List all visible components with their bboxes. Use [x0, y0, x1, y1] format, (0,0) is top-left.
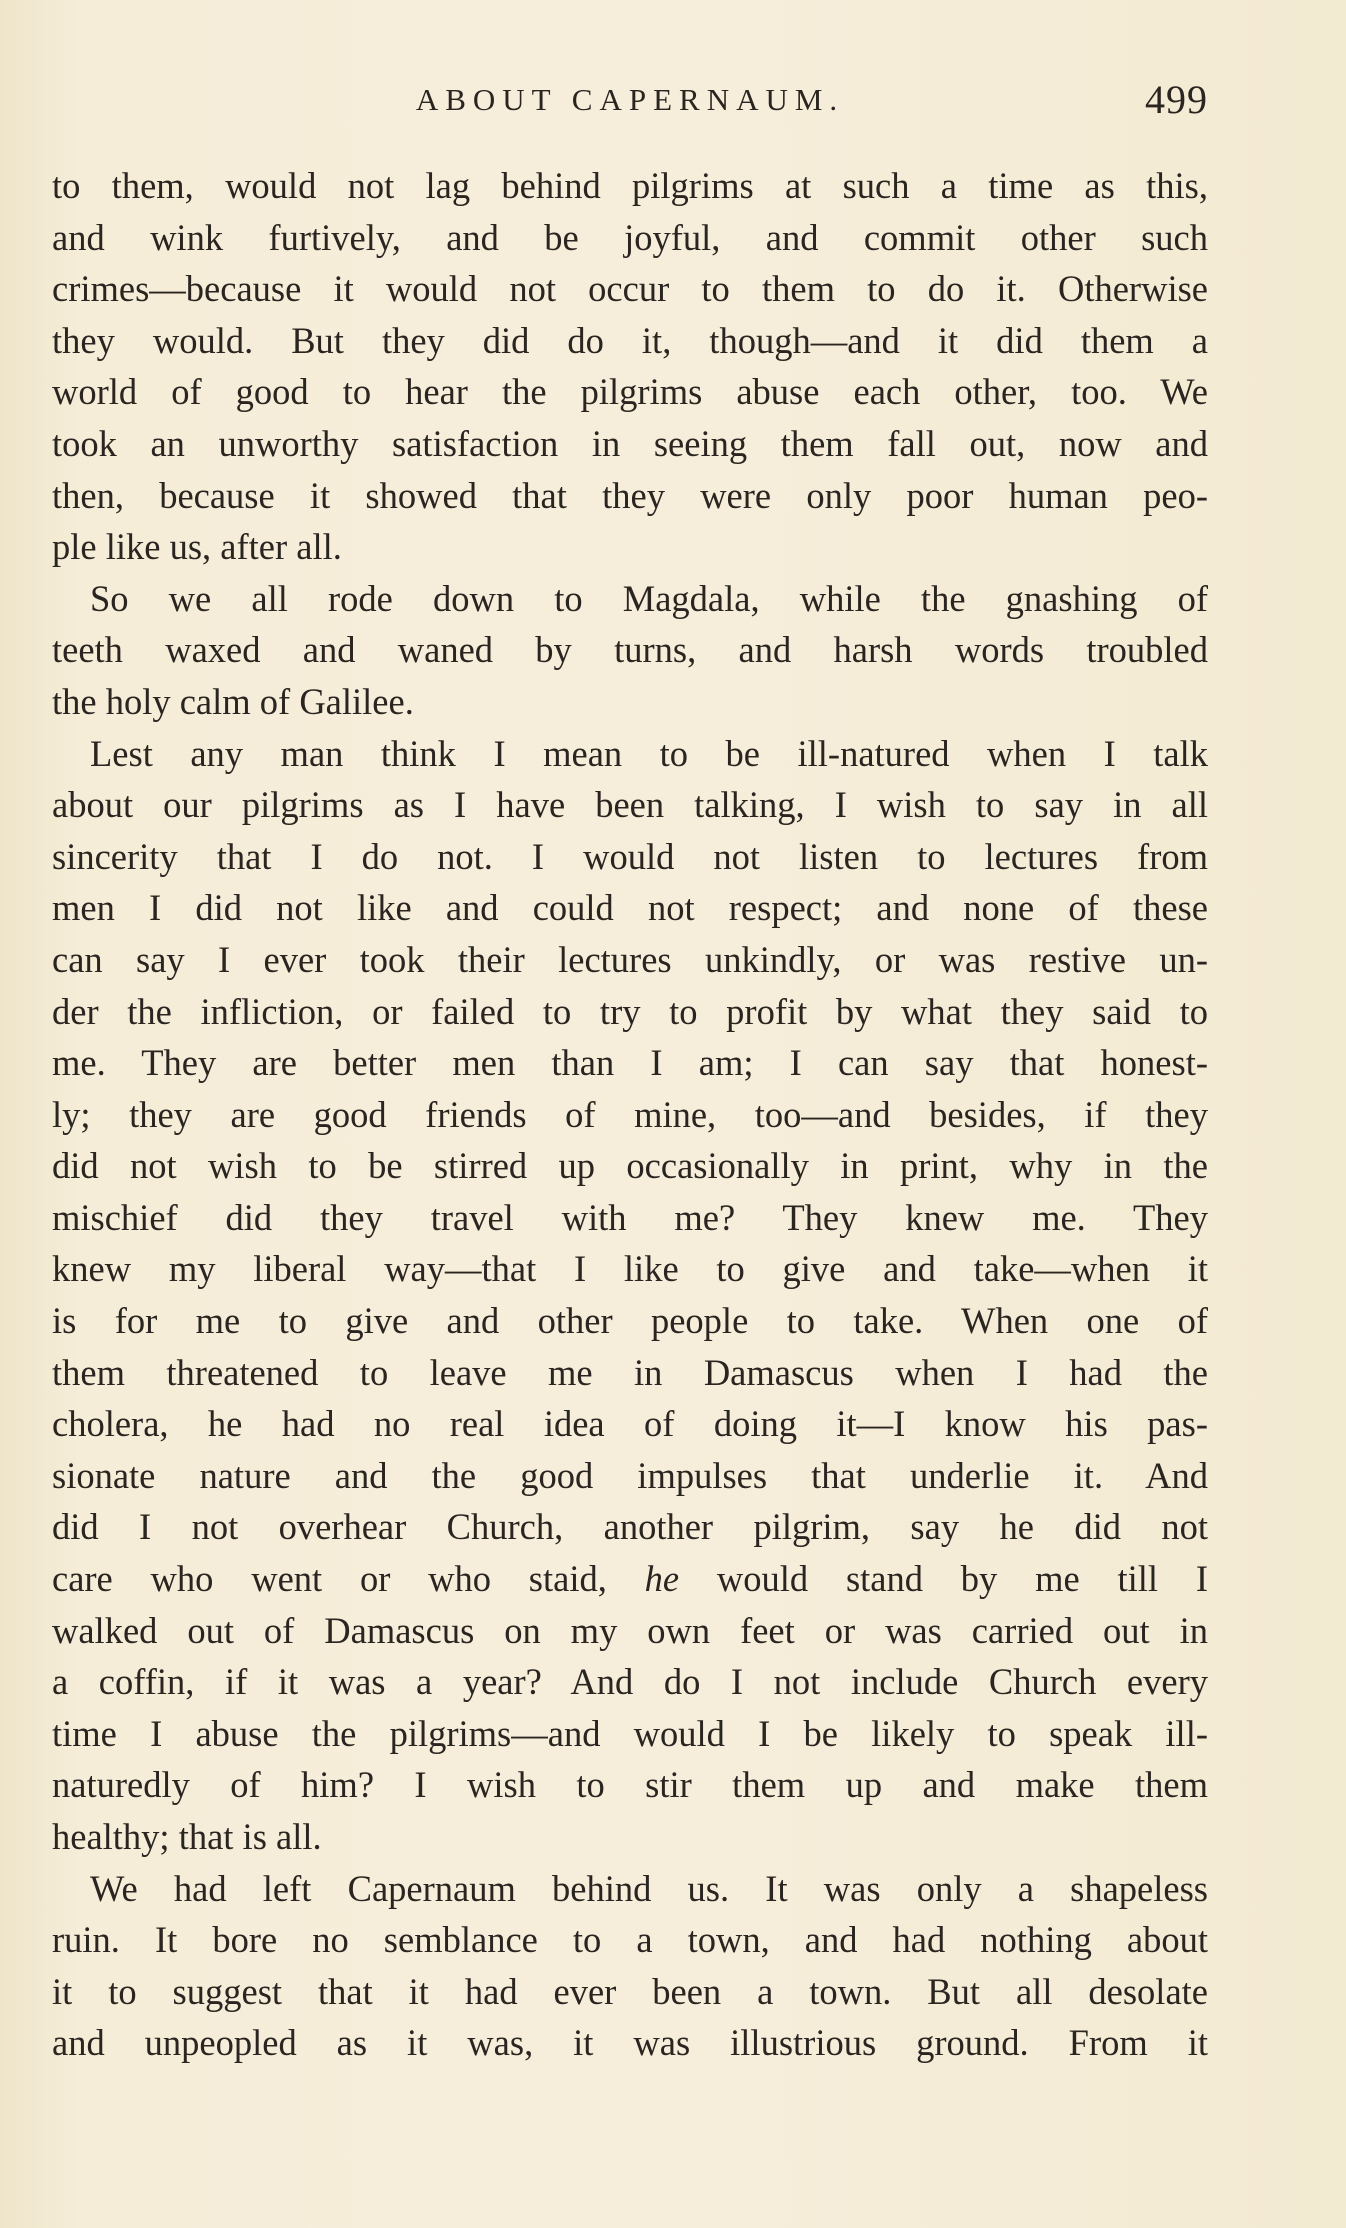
text-line: to them, would not lag behind pilgrims at such a time as this, [52, 165, 1208, 206]
body-text [52, 160, 1208, 2069]
text-line: sionate nature and the good impulses that underlie it. And [52, 1454, 1208, 1496]
text-line: can say I ever took their lectures unkindly, or was restive un- [52, 938, 1208, 980]
text-line: about our pilgrims as I have been talking, I wish to say in all [52, 784, 1208, 826]
text-line: is for me to give and other people to take. When one of [52, 1300, 1208, 1342]
italic-word: he [644, 1558, 680, 1600]
text-line: they would. But they did do it, though—and it did them a [52, 319, 1208, 361]
text-line: then, because it showed that they were only poor human peo- [52, 474, 1208, 516]
text-line: world of good to hear the pilgrims abuse each other, too. We [52, 371, 1208, 413]
text-line: mischief did they travel with me? They knew me. They [52, 1196, 1208, 1238]
text-line: me. They are better men than I am; I can say that honest- [52, 1042, 1208, 1084]
text-line: a coffin, if it was a year? And do I not include Church every [52, 1661, 1208, 1703]
text-segment: would stand by me till I [679, 1558, 1208, 1600]
text-line: crimes—because it would not occur to them to do it. Otherwise [52, 268, 1208, 310]
text-line: der the infliction, or failed to try to profit by what they said to [52, 990, 1208, 1032]
text-segment: care who went or who staid, [52, 1558, 645, 1600]
text-line: did not wish to be stirred up occasionally in print, why in the [52, 1145, 1208, 1187]
text-line: knew my liberal way—that I like to give and take—when it [52, 1248, 1208, 1290]
text-line: them threatened to leave me in Damascus when I had the [52, 1351, 1208, 1393]
text-line: sincerity that I do not. I would not listen to lectures from [52, 835, 1208, 877]
text-line: healthy; that is all. [52, 1816, 322, 1857]
text-line: ruin. It bore no semblance to a town, and had nothing about [52, 1919, 1208, 1961]
text-line: ly; they are good friends of mine, too—and besides, if they [52, 1093, 1208, 1135]
running-title: ABOUT CAPERNAUM. [415, 82, 845, 117]
text-line: ple like us, after all. [52, 526, 342, 568]
page-header [52, 76, 1208, 136]
text-line: time I abuse the pilgrims—and would I be likely to speak ill- [52, 1712, 1208, 1754]
text-line: did I not overhear Church, another pilgrim, say he did not [52, 1506, 1208, 1548]
text-line: took an unworthy satisfaction in seeing them fall out, now and [52, 422, 1208, 464]
text-line: the holy calm of Galilee. [52, 680, 414, 722]
text-line: walked out of Damascus on my own feet or was carried out in [52, 1609, 1208, 1651]
text-line: and wink furtively, and be joyful, and commit other such [52, 216, 1208, 258]
text-line: and unpeopled as it was, it was illustrious ground. From it [52, 2022, 1208, 2064]
text-line: cholera, he had no real idea of doing it—I know his pas- [52, 1403, 1208, 1445]
text-line: Lest any man think I mean to be ill-natured when I talk [90, 732, 1208, 774]
text-line: teeth waxed and waned by turns, and harsh words troubled [52, 629, 1208, 671]
text-line: naturedly of him? I wish to stir them up and make them [52, 1764, 1208, 1806]
text-line: it to suggest that it had ever been a town. But all desolate [52, 1970, 1208, 2012]
text-line [52, 1553, 1208, 1605]
text-line: We had left Capernaum behind us. It was only a shapeless [90, 1867, 1208, 1909]
text-line: men I did not like and could not respect; and none of these [52, 887, 1208, 929]
text-line: So we all rode down to Magdala, while the gnashing of [90, 577, 1208, 619]
page-number: 499 [1145, 77, 1208, 122]
